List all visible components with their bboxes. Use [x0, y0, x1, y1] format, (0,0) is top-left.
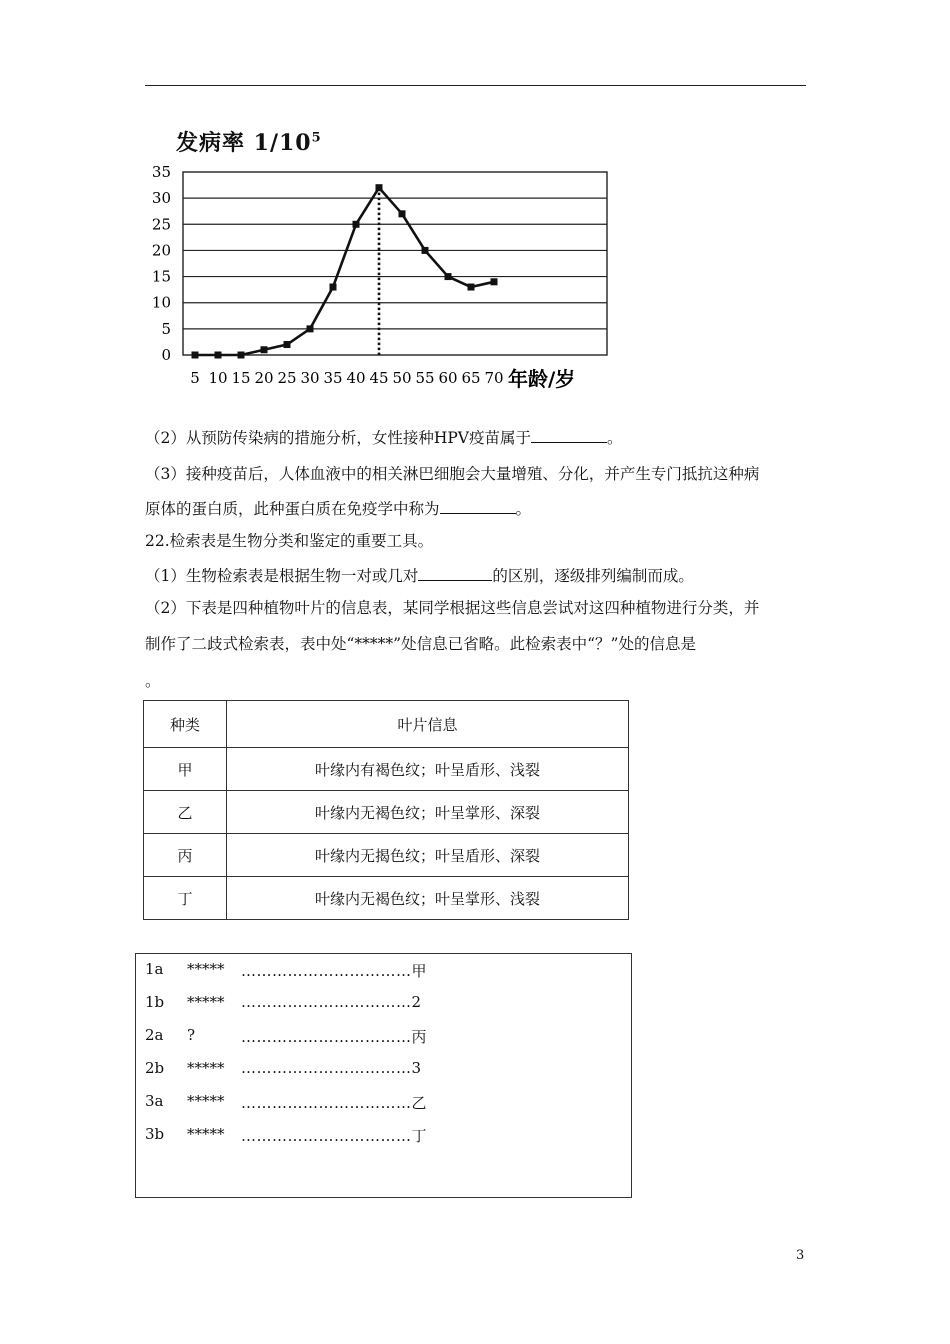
leaf-info-cell: 叶缘内有褐色纹；叶呈盾形、浅裂: [227, 748, 629, 791]
x-tick-label: 10: [208, 369, 228, 387]
species-cell: 丁: [144, 877, 227, 920]
plot-frame: [183, 172, 607, 355]
key-code: 1b: [145, 993, 165, 1011]
leaf-info-cell: 叶缘内无褐色纹；叶呈掌形、深裂: [227, 791, 629, 834]
data-point: [238, 352, 245, 359]
x-tick-label: 50: [392, 369, 412, 387]
key-dots: ……………………………: [241, 962, 412, 980]
key-description: *****: [187, 1125, 225, 1143]
y-tick-label: 5: [161, 319, 171, 338]
table-row: [144, 791, 629, 834]
key-description: *****: [187, 993, 225, 1011]
data-point: [376, 184, 383, 191]
species-cell: 甲: [144, 748, 227, 791]
table-header-row: [144, 701, 629, 748]
key-description: *****: [187, 960, 225, 978]
species-cell: 乙: [144, 791, 227, 834]
key-code: 3b: [145, 1125, 165, 1143]
x-axis-label: 年龄/岁: [508, 367, 576, 391]
x-tick-label: 25: [277, 369, 297, 387]
y-tick-label: 0: [161, 346, 171, 364]
x-tick-label: 70: [484, 369, 504, 387]
leaf-info-cell: 叶缘内无揭色纹；叶呈盾形、深裂: [227, 834, 629, 877]
x-tick-label: 60: [438, 369, 458, 387]
data-point: [491, 278, 498, 285]
leaf-info-cell: 叶缘内无褐色纹；叶呈掌形、浅裂: [227, 877, 629, 920]
x-tick-label: 15: [231, 369, 251, 387]
table-row: [144, 748, 629, 791]
key-code: 1a: [145, 960, 164, 978]
q22-1-text-a: （1）生物检索表是根据生物一对或几对: [145, 567, 419, 585]
x-tick-label: 20: [254, 369, 274, 387]
data-point: [192, 352, 199, 359]
question-22-2-line-1: （2）下表是四种植物叶片的信息表，某同学根据这些信息尝试对这四种植物进行分类，并: [145, 599, 760, 617]
q3-end: 。: [515, 500, 532, 518]
x-tick-label: 40: [346, 369, 366, 387]
leaf-info-table: [143, 700, 629, 920]
key-dots: ……………………………: [241, 1094, 412, 1112]
key-description: *****: [187, 1059, 225, 1077]
question-22-2-line-2: 制作了二歧式检索表，表中处“*****”处信息已省略。此检索表中“？”处的信息是: [145, 635, 696, 653]
y-tick-label: 15: [151, 267, 171, 286]
data-point: [399, 210, 406, 217]
data-point: [330, 284, 337, 291]
species-cell: 丙: [144, 834, 227, 877]
key-result: 甲: [411, 962, 428, 980]
data-point: [468, 284, 475, 291]
incidence-line-chart: [140, 118, 660, 403]
y-tick-label: 20: [151, 241, 171, 260]
question-3-line-2: [145, 497, 531, 519]
key-result: 3: [411, 1059, 422, 1077]
header-leaf-info: 叶片信息: [227, 701, 629, 748]
key-leader: [241, 1125, 427, 1146]
key-result: 2: [411, 993, 422, 1011]
q22-1-answer-blank[interactable]: [418, 564, 492, 581]
x-tick-label: 45: [369, 369, 389, 387]
q2-text: （2）从预防传染病的措施分析，女性接种HPV疫苗属于: [145, 429, 532, 447]
page-number: 3: [796, 1248, 805, 1263]
table-row: [144, 877, 629, 920]
question-22-1: [145, 564, 694, 586]
key-code: 3a: [145, 1092, 164, 1110]
key-description: ?: [187, 1026, 196, 1044]
question-22-title: 22.检索表是生物分类和鉴定的重要工具。: [145, 532, 434, 550]
chart-title-superscript: 5: [311, 130, 322, 146]
y-tick-label: 35: [151, 163, 171, 181]
data-point: [307, 325, 314, 332]
key-result: 丙: [411, 1028, 428, 1046]
data-point: [284, 341, 291, 348]
question-2: [145, 426, 623, 448]
q2-answer-blank[interactable]: [531, 426, 607, 443]
data-point: [445, 273, 452, 280]
key-result: 丁: [411, 1127, 428, 1145]
key-dots: ……………………………: [241, 1028, 412, 1046]
data-point: [422, 247, 429, 254]
chart-title-text: 发病率 1/10: [176, 130, 312, 156]
header-rule: [145, 85, 806, 86]
data-point: [353, 221, 360, 228]
question-22-2-line-3: 。: [145, 672, 161, 690]
key-result: 乙: [411, 1094, 428, 1112]
q2-end: 。: [607, 429, 623, 447]
x-tick-label: 55: [415, 369, 435, 387]
key-dots: ……………………………: [241, 1127, 412, 1145]
x-tick-label: 5: [190, 369, 200, 387]
key-description: *****: [187, 1092, 225, 1110]
question-3-line-1: （3）接种疫苗后，人体血液中的相关淋巴细胞会大量增殖、分化，并产生专门抵抗这种病: [145, 465, 760, 483]
x-tick-label: 35: [323, 369, 343, 387]
key-code: 2a: [145, 1026, 164, 1044]
key-dots: ……………………………: [241, 1059, 412, 1077]
q22-1-text-b: 的区别，逐级排列编制而成。: [492, 567, 694, 585]
y-tick-label: 30: [151, 189, 171, 208]
key-code: 2b: [145, 1059, 165, 1077]
header-species: 种类: [144, 701, 227, 748]
q3-text: 原体的蛋白质，此种蛋白质在免疫学中称为: [145, 500, 440, 518]
x-tick-label: 30: [300, 369, 320, 387]
x-tick-label: 65: [461, 369, 481, 387]
y-tick-label: 10: [151, 293, 171, 312]
key-leader: [241, 1092, 427, 1113]
q3-answer-blank[interactable]: [440, 497, 516, 514]
y-tick-label: 25: [151, 215, 171, 234]
key-leader: [241, 1026, 427, 1047]
key-leader: [241, 1059, 422, 1077]
key-leader: [241, 993, 422, 1011]
incidence-series-line: [195, 188, 494, 355]
key-dots: ……………………………: [241, 993, 412, 1011]
data-point: [261, 346, 268, 353]
key-leader: [241, 960, 427, 981]
dichotomous-key-box: [135, 953, 632, 1198]
table-row: [144, 834, 629, 877]
data-point: [215, 352, 222, 359]
